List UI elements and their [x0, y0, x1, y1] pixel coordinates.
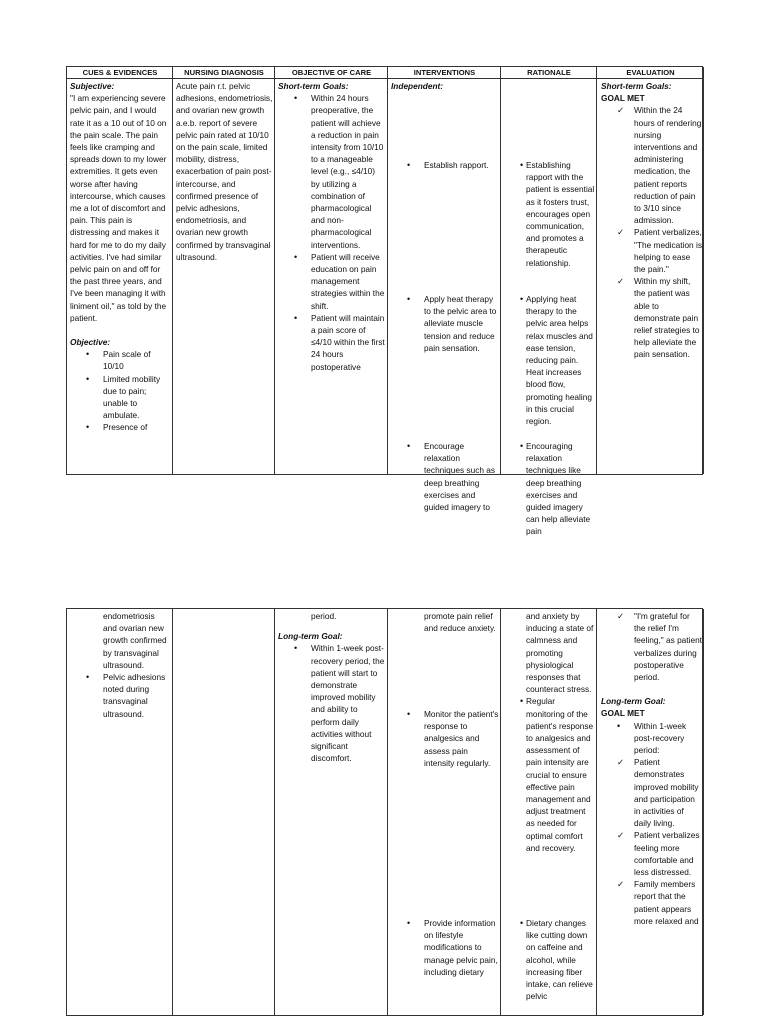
independent-label: Independent:	[391, 81, 444, 91]
cues-cell	[70, 80, 169, 434]
list-item: • Within 1-week post-recovery period, the patient will start to demonstrate improved mobility and ability to perform daily activities without significant discomfort.	[278, 642, 386, 764]
list-item: • Dietary changes like cutting down on caffeine and alcohol, while increasing fiber intake, can relieve pelvic	[504, 917, 595, 1002]
intervention-3	[391, 440, 499, 513]
list-item: • Encourage relaxation techniques such as deep breathing exercises and guided imagery to	[391, 440, 499, 513]
eval-short-term-label: Short-term Goals:	[601, 81, 672, 91]
eval-long-term-label: Long-term Goal:	[601, 696, 666, 707]
list-item: • Apply heat therapy to the pelvic area to alleviate muscle tension and reduce pain sensation.	[391, 293, 499, 354]
list-item: • Presence of	[70, 421, 169, 433]
list-item: • Pelvic adhesions noted during transvaginal ultrasound.	[70, 671, 169, 720]
subjective-text: "I am experiencing severe pelvic pain, and I would rate it as a 10 out of 10 on the pain scale. The pain feels like cramping and spreads down to my lower extremities. It gets even worse after having intercourse, which causes me a lot of discomfort and pain. This pain is distressing and makes it hard for me to do my daily activities. I've had similar pelvic pain on and off for the past three years, and I've been managing it with liniment oil," as told by the patient.	[70, 93, 167, 323]
header-objective: OBJECTIVE OF CARE	[291, 68, 372, 77]
interventions-cell-cont	[391, 610, 499, 634]
evaluation-cell-cont	[601, 610, 702, 927]
long-term-goal-label: Long-term Goal:	[278, 631, 343, 642]
diagnosis-cell	[176, 80, 274, 263]
list-item: ✓ Within the 24 hours of rendering nursing interventions and administering medication, the patient reports reduction of pain to 3/10 since admission.	[601, 104, 702, 226]
objective-goals-list	[278, 92, 386, 373]
cues-cell-cont	[70, 610, 169, 720]
list-item: • Encouraging relaxation techniques like deep breathing exercises and guided imagery can help alleviate pain	[504, 440, 595, 538]
list-item: ✓ Family members report that the patient appears more relaxed and	[601, 878, 702, 927]
rationale-5	[504, 917, 595, 1002]
interventions-cell	[391, 80, 499, 92]
evaluation-cell	[601, 80, 702, 361]
list-item: • Monitor the patient's response to analgesics and assess pain intensity regularly.	[391, 708, 499, 769]
evaluation-list	[601, 104, 702, 360]
intervention-2	[391, 293, 499, 354]
cues-continued-text: endometriosis and ovarian new growth confirmed by transvaginal ultrasound.	[103, 611, 167, 670]
list-item: • Establish rapport.	[391, 159, 499, 171]
header-evaluation: EVALUATION	[626, 68, 675, 77]
subjective-label: Subjective:	[70, 81, 115, 91]
list-item: ✓ Patient verbalizes feeling more comfortable and less distressed.	[601, 829, 702, 878]
list-item: • Patient will maintain a pain score of ≤4/10 within the first 24 hours postoperative	[278, 312, 386, 373]
objective-cues-list	[70, 348, 169, 433]
care-plan-table-part-1	[66, 66, 703, 537]
rationale-cell-cont	[504, 610, 595, 854]
list-item: • Regular monitoring of the patient's response to analgesics and assessment of pain intensity are crucial to ensure effective pain management and adjust treatment as needed for optimal comfort and recovery.	[504, 695, 595, 854]
rationale-1	[504, 159, 595, 269]
table-header-row	[67, 67, 704, 79]
list-item: • Limited mobility due to pain; unable to ambulate.	[70, 373, 169, 422]
list-item: ✓ Patient verbalizes, "The medication is helping to ease the pain."	[601, 226, 702, 275]
rationale-3	[504, 440, 595, 538]
rationale-continued-text: and anxiety by inducing a state of calmness and promoting physiological responses that counteract stress.	[526, 611, 594, 695]
list-item: • Patient will receive education on pain management strategies within the shift.	[278, 251, 386, 312]
objective-cell-cont	[278, 610, 386, 764]
intervention-5	[391, 917, 499, 978]
list-item: • Provide information on lifestyle modifications to manage pelvic pain, including dietary	[391, 917, 499, 978]
list-item: • Pain scale of 10/10	[70, 348, 169, 372]
list-item: • Applying heat therapy to the pelvic area helps relax muscles and ease tension, reducing pain. Heat increases blood flow, promoting healing in this crucial region.	[504, 293, 595, 427]
list-item: • Within 24 hours preoperative, the patient will achieve a reduction in pain intensity from 10/10 to a manageable level (e.g., ≤4/10) by utilizing a combination of pharmacological and non-pharmacological interventions.	[278, 92, 386, 251]
objective-cell	[278, 80, 386, 373]
header-diagnosis: NURSING DIAGNOSIS	[184, 68, 264, 77]
list-item: • Within 1-week post-recovery period:	[601, 720, 702, 757]
list-item: ✓ Within my shift, the patient was able to demonstrate pain relief strategies to help alleviate the pain sensation.	[601, 275, 702, 360]
list-item: ✓ Patient demonstrates improved mobility and participation in activities of daily living.	[601, 756, 702, 829]
short-term-goals-label: Short-term Goals:	[278, 81, 349, 91]
header-interventions: INTERVENTIONS	[413, 68, 476, 77]
header-cues: CUES & EVIDENCES	[82, 68, 158, 77]
objective-continued-text: period.	[311, 611, 337, 621]
care-plan-table-part-2	[66, 608, 703, 1016]
diagnosis-text: Acute pain r.t. pelvic adhesions, endometriosis, and ovarian new growth a.e.b. report of severe pelvic pain rated at 10/10 on the pain scale, limited mobility, distress, exacerbation of pain post-intercourse, and confirmed presence of pelvic adhesions, endometriosis, and ovarian new growth confirmed by transvaginal ultrasound.	[176, 81, 273, 262]
intervention-4	[391, 708, 499, 769]
list-item: ✓ "I'm grateful for the relief I'm feeling," as patient verbalizes during postoperative period.	[601, 610, 702, 683]
column-interventions	[388, 67, 501, 474]
intervention-1	[391, 159, 499, 171]
header-rationale: RATIONALE	[527, 68, 571, 77]
interventions-continued-text: promote pain relief and reduce anxiety.	[424, 611, 496, 634]
rationale-2	[504, 293, 595, 427]
list-item: • Establishing rapport with the patient is essential as it fosters trust, encourages open communication, and promotes a therapeutic relationship.	[504, 159, 595, 269]
column-diagnosis	[173, 609, 275, 1015]
goal-met-status: GOAL MET	[601, 93, 645, 104]
objective-label: Objective:	[70, 337, 111, 348]
goal-met-status-2: GOAL MET	[601, 708, 645, 719]
